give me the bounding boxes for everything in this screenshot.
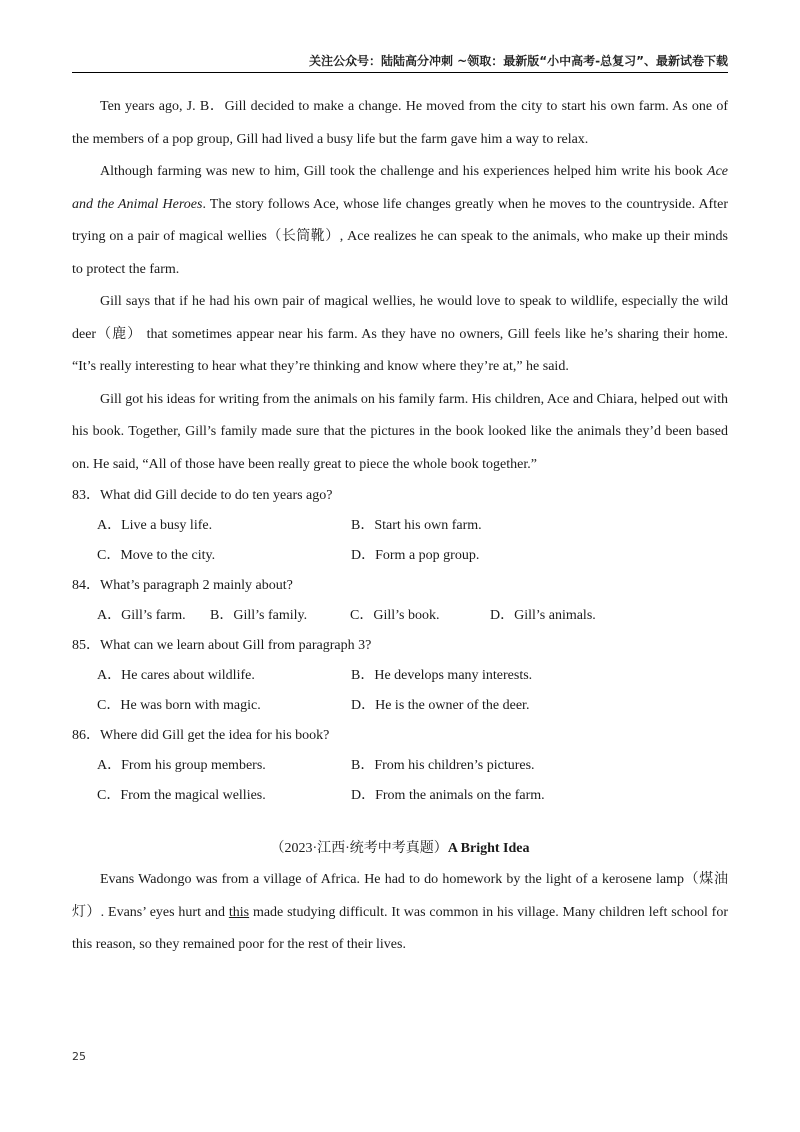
- page-number: 25: [72, 1050, 86, 1063]
- passage1-paragraph-3: Gill says that if he had his own pair of magical wellies, he would love to speak to wildlife, especially the wild deer（鹿） that sometimes appear near his farm. As they have no owners, Gill feels like he’s sharing their home. “It’s really interesting to hear what they’re thinking and know where they’re at,” he said.: [72, 294, 728, 374]
- option-b: B．Start his own farm.: [351, 518, 482, 533]
- passage1-paragraph-2: [72, 156, 728, 286]
- question-83-stem: 83．What did Gill decide to do ten years ago?: [72, 488, 333, 503]
- question-83-options-row-2: [72, 541, 728, 571]
- question-84-options-row: [72, 601, 728, 631]
- page-content: [72, 91, 728, 962]
- question-86-options-row-2: [72, 781, 728, 811]
- option-a: A．From his group members.: [97, 758, 266, 773]
- option-d: D．He is the owner of the deer.: [351, 698, 530, 713]
- option-a: A．He cares about wildlife.: [97, 668, 255, 683]
- question-85-options-row-2: [72, 691, 728, 721]
- option-b: B．From his children’s pictures.: [351, 758, 535, 773]
- underlined-word: this: [228, 904, 250, 920]
- passage1-paragraph-4: Gill got his ideas for writing from the animals on his family farm. His children, Ace and Chiara, helped out with his book. Together, Gill’s family made sure that the pictures in the book looked like the animals they’d been based on. He said, “All of those have been really great to piece the whole book together.”: [72, 391, 728, 472]
- option-c: C．He was born with magic.: [97, 698, 261, 713]
- question-84-stem: 84．What’s paragraph 2 mainly about?: [72, 578, 293, 593]
- question-86-options-row-1: [72, 751, 728, 781]
- question-86-stem: 86．Where did Gill get the idea for his book?: [72, 728, 330, 743]
- page-header: [72, 52, 728, 73]
- passage1-paragraph-1: Ten years ago, J. B．Gill decided to make a change. He moved from the city to start his own farm. As one of the members of a pop group, Gill had lived a busy life but the farm gave him a way to relax.: [72, 99, 728, 147]
- option-d: D．Form a pop group.: [351, 548, 480, 563]
- passage2-heading: [72, 834, 728, 864]
- option-c: C．Gill’s book.: [350, 608, 440, 623]
- passage2-paragraph-1: [72, 864, 728, 962]
- option-c: C．Move to the city.: [97, 548, 216, 563]
- paragraph-text: Evans Wadongo was from a village of Africa. He had to do homework by the light of a kerosene lamp（煤油灯）. Evans’ eyes hurt and: [72, 872, 728, 920]
- paragraph-text: Although farming was new to him, Gill took the challenge and his experiences helped him write his book: [100, 164, 708, 179]
- option-a: A．Live a busy life.: [97, 518, 213, 533]
- question-85-options-row-1: [72, 661, 728, 691]
- option-b: B．He develops many interests.: [351, 668, 533, 683]
- option-d: D．From the animals on the farm.: [351, 788, 545, 803]
- option-a: A．Gill’s farm.: [97, 608, 186, 623]
- question-85-stem: 85．What can we learn about Gill from paragraph 3?: [72, 638, 372, 653]
- paragraph-text: . The story follows Ace, whose life changes greatly when he moves to the countryside. After trying on a pair of magical wellies（长筒靴）, Ace realizes he can speak to the animals, who make up their minds to protect the farm.: [72, 196, 728, 277]
- passage2-title: A Bright Idea: [447, 841, 530, 856]
- option-b: B．Gill’s family.: [210, 608, 308, 623]
- option-d: D．Gill’s animals.: [490, 608, 596, 623]
- book-title: Ace and the Animal Heroes: [72, 164, 728, 212]
- question-83-options-row-1: [72, 511, 728, 541]
- paragraph-text: made studying difficult. It was common in his village. Many children left school for this reason, so they remained poor for the rest of their lives.: [72, 904, 728, 952]
- header-text: 关注公众号：陆陆高分冲刺 ~领取：最新版“小中高考-总复习”、最新试卷下载: [309, 54, 728, 68]
- option-c: C．From the magical wellies.: [97, 788, 266, 803]
- passage2-source: （2023·江西·统考中考真题）: [270, 841, 448, 856]
